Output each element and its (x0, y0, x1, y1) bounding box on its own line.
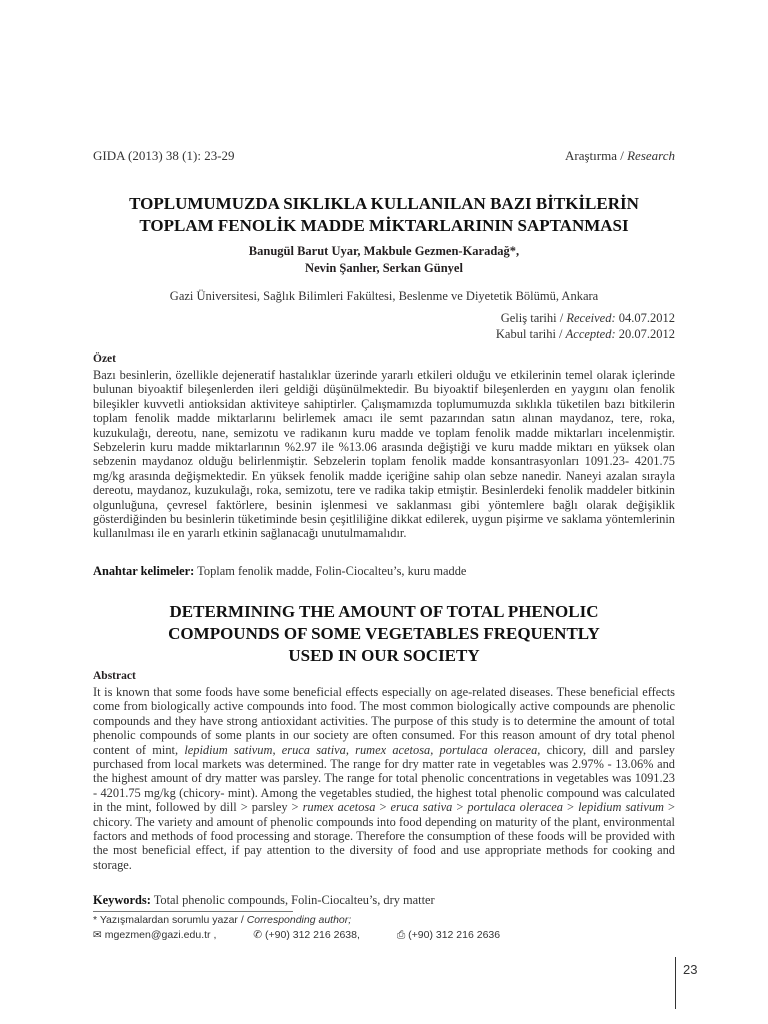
email-text: mgezmen@gazi.edu.tr , (104, 929, 217, 941)
accepted-date: Kabul tarihi / Accepted: 20.07.2012 (495, 327, 675, 341)
journal-citation: GIDA (2013) 38 (1): 23-29 (93, 148, 235, 163)
email-icon: ✉ (93, 929, 102, 941)
ozet-keywords: Anahtar kelimeler: Toplam fenolik madde, Folin-Ciocalteu’s, kuru madde (93, 564, 467, 578)
authors-line2: Nevin Şanlıer, Serkan Günyel (305, 261, 463, 275)
fax-icon: ⎙ (396, 929, 406, 941)
title-en-line1: DETERMINING THE AMOUNT OF TOTAL PHENOLIC (169, 602, 599, 621)
footnote (93, 914, 675, 942)
contact-line (93, 929, 675, 942)
abstract-heading: Abstract (93, 670, 136, 682)
ozet-keywords-label: Anahtar kelimeler: (93, 564, 195, 578)
title-tr (93, 193, 675, 237)
phone-text: (+90) 312 216 2638, (265, 929, 360, 941)
title-tr-line2: TOPLAM FENOLİK MADDE MİKTARLARININ SAPTANMASI (139, 216, 629, 235)
abstract-text: It is known that some foods have some beneficial effects especially on age-related diseases. These beneficial effects come from biologically active compounds into food. The most common biologically active compounds are phenolic compounds and they have strong antioxidant activities. The purpose of this study is to determine the amount of total phenolic compounds of some plants in our society are often consumed. For this reason amount of dry total phenol content of mint, lepidium sativum, eruca sativa, rumex acetosa, portulaca oleracea, chicory, dill and parsley purchased from local markets was determined. The range for dry matter rate in vegetables was 2.97% - 13.06% and the highest amount of dry matter was parsley. The range for total phenolic concentrations in vegetables was 1091.23 - 4201.75 mg/kg (chicory- mint). Among the vegetables studied, the highest total phenolic compound was calculated in the mint, followed by dill > parsley > rumex acetosa > eruca sativa > portulaca oleracea > lepidium sativum > chicory. The variety and amount of phenolic compounds into food depending on maturity of the plant, environmental factors and methods of food processing and storage. Therefore the consumption of these foods will be provided with the most beneficial effect, if pay attention to the diversity of food and use appropriate methods for cooking and storage. (93, 685, 676, 872)
authors-line1: Banugül Barut Uyar, Makbule Gezmen-Karadağ*, (248, 244, 520, 258)
article-type: Araştırma / Research (565, 148, 675, 163)
phone-icon: ✆ (253, 929, 263, 941)
corresponding-author-note: * Yazışmalardan sorumlu yazar / Corresponding author; (93, 914, 352, 926)
received-date: Geliş tarihi / Received: 04.07.2012 (500, 311, 675, 325)
affiliation: Gazi Üniversitesi, Sağlık Bilimleri Fakültesi, Beslenme ve Diyetetik Bölümü, Ankara (169, 289, 599, 303)
authors (93, 243, 675, 277)
abstract-keywords: Keywords: Total phenolic compounds, Folin-Ciocalteu’s, dry matter (93, 893, 435, 907)
title-en-line3: USED IN OUR SOCIETY (288, 646, 480, 665)
fax-text: (+90) 312 216 2636 (408, 929, 501, 941)
title-en (93, 601, 675, 667)
dates (496, 310, 675, 342)
page-number: 23 (683, 962, 698, 977)
footnote-divider (93, 911, 293, 912)
ozet-heading: Özet (93, 353, 116, 365)
title-tr-line1: TOPLUMUMUZDA SIKLIKLA KULLANILAN BAZI BİTKİLERİN (129, 194, 639, 213)
ozet-text: Bazı besinlerin, özellikle dejeneratif hastalıklar üzerinde yararlı etkileri olduğu ve etkilerinin temel olarak içlerinde bulunan biyoaktif bileşenlerden ileri geldiği düşünülmektedir. Bu biyoaktif bileşenlerden en yaygını olan fenolik bileşikler kuvvetli antioksidan aktiviteye sahiptirler. Çalışmamızda toplumumuzda sıklıkla tüketilen bazı bitkilerin toplam fenolik madde miktarlarını belirlemek amacı ile semt pazarından satın alınan maydanoz, tere, roka, kuzukulağı, dereotu, nane, semizotu ve radikanın kuru madde ve toplam fenolik madde miktarları incelenmiştir. Sebzelerin kuru madde miktarlarının %2.97 ile %13.06 arasında değiştiği ve kuru madde miktarı en yüksek olan sebzenin maydanoz olduğu belirlenmiştir. Sebzelerin toplam fenolik madde konsantrasyonları 1091.23- 4201.75 mg/kg arasında değişmektedir. En yüksek fenolik madde içeriğine sahip olan sebze nanedir. Naneyi azalan sırayla dereotu, maydanoz, kuzukulağı, roka, semizotu, tere ve radika takip etmiştir. Besinlerdeki fenolik maddeler bitkinin olgunluğuna, çevresel faktörlere, besinin işlenmesi ve saklanması gibi yöntemlere bağlı olarak değişiklik gösterdiğinden bu besinlerin tüketiminde besin çeşitliliğine dikkat edilerek, uygun pişirme ve saklama yöntemlerinin kullanılması ile en yararlı etkinin sağlanacağı unutulmamalıdır. (93, 368, 675, 541)
abstract-keywords-label: Keywords: (93, 893, 151, 907)
title-en-line2: COMPOUNDS OF SOME VEGETABLES FREQUENTLY (168, 624, 600, 643)
article-type-en: Research (627, 148, 675, 163)
page-number-rule (675, 957, 676, 1009)
